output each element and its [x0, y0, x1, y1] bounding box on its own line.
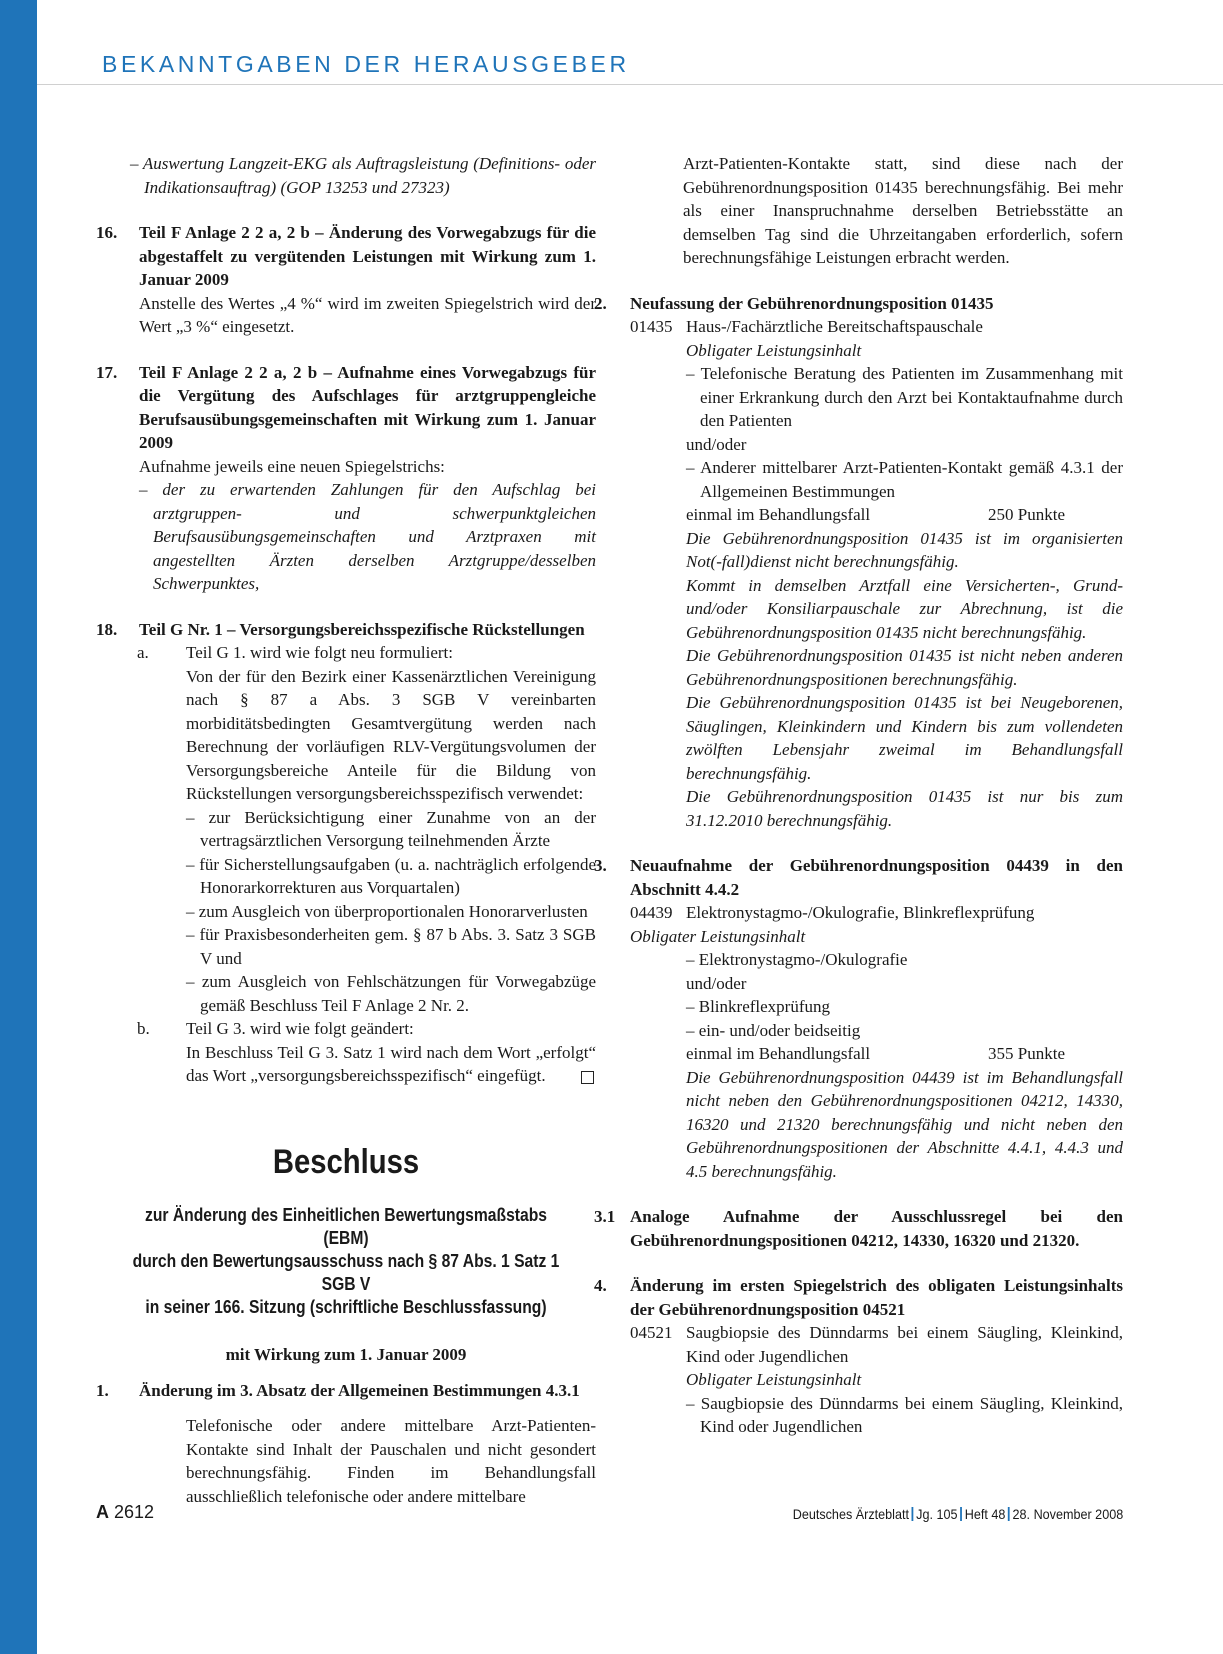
gop-01435-points-row — [686, 503, 1123, 527]
journal-date: 28. November 2008 — [1012, 1506, 1123, 1522]
gop-04439-points: 355 Punkte — [988, 1044, 1065, 1063]
item-16-title: Teil F Anlage 2 2 a, 2 b – Änderung des Vorwegabzugs für die abgestaffelt zu vergütenden Leistungen mit Wirkung zum 1. Januar 2009 — [139, 223, 596, 289]
gop-01435-note-1: Die Gebührenordnungsposition 01435 ist im organisierten Not(-fall)dienst nicht berechnungsfähig. — [686, 528, 1123, 571]
footer-separator — [911, 1507, 913, 1521]
item-3 — [594, 854, 1123, 1183]
journal-name: Deutsches Ärzteblatt — [792, 1506, 909, 1522]
gop-01435-body — [630, 339, 1123, 833]
item-1-number: 1. — [96, 1380, 109, 1400]
item-1-title: Änderung im 3. Absatz der Allgemeinen Bestimmungen 4.3.1 — [139, 1380, 580, 1400]
item-16-number: 16. — [96, 223, 118, 242]
item-3-1-title: Analoge Aufnahme der Ausschlussregel bei den Gebührenordnungspositionen 04212, 14330, 16320 und 21320. — [630, 1207, 1123, 1250]
item-18-number: 18. — [96, 619, 118, 639]
item-16 — [96, 221, 596, 339]
item-3-1 — [594, 1205, 1123, 1252]
sub-a-text: Von der für den Bezirk einer Kassenärztlichen Vereinigung nach § 87 a Abs. 3 SGB V vereinbarten morbiditätsbedingten Gesamtvergütung werden nach Berechnung der vorläufigen RLV-Vergütungsvolumen der Versorgungsbereiche Anteile für die Bildung von Rückstellungen versorgungsbereichsspezifisch verwendet: — [186, 666, 596, 803]
top-dash-item: – Auswertung Langzeit-EKG als Auftragsleistung (Definitions- oder Indikationsauftrag) (GOP 13253 und 27323) — [130, 154, 596, 197]
gop-04439-name: Elektronystagmo-/Okulografie, Blinkreflexprüfung — [686, 903, 1035, 922]
gop-01435-note-2: Kommt in demselben Arztfall eine Versicherten-, Grund- und/oder Konsiliarpauschale zur Abrechnung, ist die Gebührenordnungsposition 01435 nicht berechnungsfähig. — [686, 575, 1123, 642]
section-header: BEKANNTGABEN DER HERAUSGEBER — [102, 51, 630, 77]
gop-04439-frequency: einmal im Behandlungsfall — [686, 1044, 871, 1063]
header-divider — [37, 84, 1223, 85]
right-column — [594, 152, 1123, 1439]
gop-01435-dash-2: – Anderer mittelbarer Arzt-Patienten-Kontakt gemäß 4.3.1 der Allgemeinen Bestimmungen — [686, 458, 1123, 501]
gop-04521-row — [630, 1321, 1123, 1368]
gop-01435-name: Haus-/Fachärztliche Bereitschaftspauschale — [686, 317, 983, 336]
gop-01435-points: 250 Punkte — [988, 505, 1065, 524]
journal-issue: Heft 48 — [964, 1506, 1006, 1522]
beschluss-title: Beschluss — [272, 1143, 420, 1181]
gop-01435-dash-1: – Telefonische Beratung des Patienten im Zusammenhang mit einer Erkrankung durch den Arzt bei Kontaktaufnahme durch den Patienten — [686, 364, 1123, 430]
sub-b-text: In Beschluss Teil G 3. Satz 1 wird nach dem Wort „erfolgt“ das Wort „versorgungsbereichsspezifisch“ eingefügt. — [186, 1042, 596, 1085]
item-4 — [594, 1274, 1123, 1439]
gop-04439-body — [630, 948, 1123, 1183]
journal-footer — [793, 1503, 1123, 1527]
journal-volume: Jg. 105 — [915, 1506, 958, 1522]
gop-04521-name: Saugbiopsie des Dünndarms bei einem Säugling, Kleinkind, Kind oder Jugendlichen — [686, 1323, 1123, 1366]
gop-04521-body — [630, 1368, 1123, 1439]
footer-separator — [1008, 1507, 1010, 1521]
item-17 — [96, 361, 596, 596]
beschluss-subtitle-line-3: in seiner 166. Sitzung (schriftliche Beschlussfassung) — [145, 1297, 547, 1317]
gop-01435-note-4: Die Gebührenordnungsposition 01435 ist bei Neugeborenen, Säuglingen, Kleinkindern und Kindern bis zum vollendeten zwölften Lebensjahr zweimal im Behandlungsfall berechnungsfähig. — [686, 693, 1123, 783]
item-17-title: Teil F Anlage 2 2 a, 2 b – Aufnahme eines Vorwegabzugs für die Vergütung des Aufschlages für arztgruppengleiche Berufsausübungsgemeinschaften mit Wirkung zum 1. Januar 2009 — [139, 362, 596, 452]
gop-04439-dash-2: – Blinkreflexprüfung — [686, 997, 830, 1016]
sub-a-dash-1: – zur Berücksichtigung einer Zunahme von an der vertragsärztlichen Versorgung teilnehmenden Ärzte — [186, 807, 596, 850]
beschluss-block — [96, 1142, 596, 1367]
item-2-inner — [594, 292, 1123, 833]
item-2-number: 2. — [594, 293, 607, 313]
item-17-number: 17. — [96, 362, 118, 382]
gop-01435-row — [630, 315, 1123, 339]
page-prefix: A — [96, 1502, 109, 1522]
item-4-number: 4. — [594, 1276, 607, 1295]
sub-a-dash-5: – zum Ausgleich von Fehlschätzungen für Vorwegabzüge gemäß Beschluss Teil F Anlage 2 Nr. 2. — [186, 972, 596, 1015]
sub-a-head: Teil G 1. wird wie folgt neu formuliert: — [186, 643, 453, 662]
page-number — [96, 1501, 154, 1525]
gop-04439-row — [630, 901, 1123, 925]
beschluss-subtitle-line-1: zur Änderung des Einheitlichen Bewertungsmaßstabs (EBM) — [144, 1205, 547, 1248]
sub-a-letter: a. — [137, 643, 149, 662]
gop-04439-note: Die Gebührenordnungsposition 04439 ist im Behandlungsfall nicht neben den Gebührenordnungspositionen 04212, 14330, 16320 und 21320 berechnungsfähig und nicht neben den Gebührenordnungspositionen der Abschnitte 4.4.1, 4.4.3 und 4.5 berechnungsfähig. — [686, 1067, 1123, 1181]
gop-04439-points-row — [686, 1042, 1123, 1066]
gop-01435-note-3: Die Gebührenordnungsposition 01435 ist nicht neben anderen Gebührenordnungspositionen berechnungsfähig. — [686, 646, 1123, 689]
sub-b-head: Teil G 3. wird wie folgt geändert: — [186, 1019, 414, 1038]
gop-04439-code: 04439 — [630, 903, 673, 922]
item-3-title: Neuaufnahme der Gebührenordnungsposition 04439 in den Abschnitt 4.4.2 — [630, 856, 1123, 899]
gop-01435-undoder: und/oder — [686, 434, 747, 454]
gop-04521-code: 04521 — [630, 1323, 673, 1342]
beschluss-subtitle-line-2: durch den Bewertungsausschuss nach § 87 Abs. 1 Satz 1 SGB V — [132, 1251, 560, 1294]
left-column — [96, 152, 596, 1508]
item-1-text: Telefonische oder andere mittelbare Arzt-Patienten-Kontakte sind Inhalt der Pauschalen und nicht gesondert berechnungsfähig. Finden im Behandlungsfall ausschließlich telefonische oder andere mittelbare — [186, 1416, 596, 1506]
item-1 — [96, 1379, 596, 1509]
gop-04439-dash-3: – ein- und/oder beidseitig — [686, 1020, 861, 1040]
item-3-number: 3. — [594, 856, 607, 875]
item-18 — [96, 618, 596, 1091]
item-18-title: Teil G Nr. 1 – Versorgungsbereichsspezifische Rückstellungen — [139, 619, 585, 639]
gop-04439-dash-1: – Elektronystagmo-/Okulografie — [686, 950, 908, 969]
gop-04521-dash-1: – Saugbiopsie des Dünndarms bei einem Säugling, Kleinkind, Kind oder Jugendlichen — [686, 1393, 1123, 1436]
item-3-1-number: 3.1 — [594, 1207, 616, 1226]
item-16-text: Anstelle des Wertes „4 %“ wird im zweiten Spiegelstrich wird der Wert „3 %“ eingesetzt. — [139, 293, 596, 336]
gop-04439-undoder: und/oder — [686, 973, 747, 993]
item-4-title: Änderung im ersten Spiegelstrich des obligaten Leistungsinhalts der Gebührenordnungsposition 04521 — [630, 1276, 1123, 1319]
sub-b-letter: b. — [137, 1019, 150, 1038]
beschluss-subtitle — [129, 1204, 564, 1319]
gop-01435-code: 01435 — [630, 317, 673, 336]
sub-a-dash-2: – für Sicherstellungsaufgaben (u. a. nachträglich erfolgende Honorarkorrekturen aus Vorquartalen) — [186, 854, 596, 897]
gop-01435-frequency: einmal im Behandlungsfall — [686, 505, 871, 524]
item-18-sub-b — [96, 1017, 596, 1090]
gop-04439-oblig: Obligater Leistungsinhalt — [630, 926, 806, 946]
item-2-title: Neufassung der Gebührenordnungsposition 01435 — [630, 293, 994, 313]
item-2 — [594, 292, 1123, 833]
end-of-article-box — [581, 1071, 594, 1084]
page-number-value: 2612 — [114, 1502, 155, 1522]
gop-01435-oblig: Obligater Leistungsinhalt — [686, 340, 862, 360]
item-17-dash: – der zu erwartenden Zahlungen für den Aufschlag bei arztgruppen- und schwerpunktgleichen Berufsausübungsgemeinschaften und Arztpraxen mit angestellten Ärzten derselben Arztgruppe/desselben Schwerpunktes, — [139, 480, 596, 593]
beschluss-date: mit Wirkung zum 1. Januar 2009 — [225, 1345, 467, 1364]
sidebar-accent-bar — [0, 0, 37, 1654]
continued-text: Arzt-Patienten-Kontakte statt, sind diese nach der Gebührenordnungsposition 01435 berechnungsfähig. Bei mehr als einer Inanspruchnahme derselben Betriebsstätte an demselben Tag sind die Uhrzeitangaben erforderlich, sofern berechnungsfähige Leistungen erbracht werden. — [683, 154, 1123, 267]
footer-separator — [960, 1507, 962, 1521]
item-18-sub-a — [96, 641, 596, 1017]
gop-04521-oblig: Obligater Leistungsinhalt — [686, 1370, 862, 1389]
gop-01435-note-5: Die Gebührenordnungsposition 01435 ist nur bis zum 31.12.2010 berechnungsfähig. — [686, 787, 1123, 830]
sub-a-dash-4: – für Praxisbesonderheiten gem. § 87 b Abs. 3. Satz 3 SGB V und — [186, 925, 596, 968]
item-17-text: Aufnahme jeweils eine neuen Spiegelstrichs: — [139, 456, 445, 476]
sub-a-dash-3: – zum Ausgleich von überproportionalen Honorarverlusten — [186, 901, 588, 921]
